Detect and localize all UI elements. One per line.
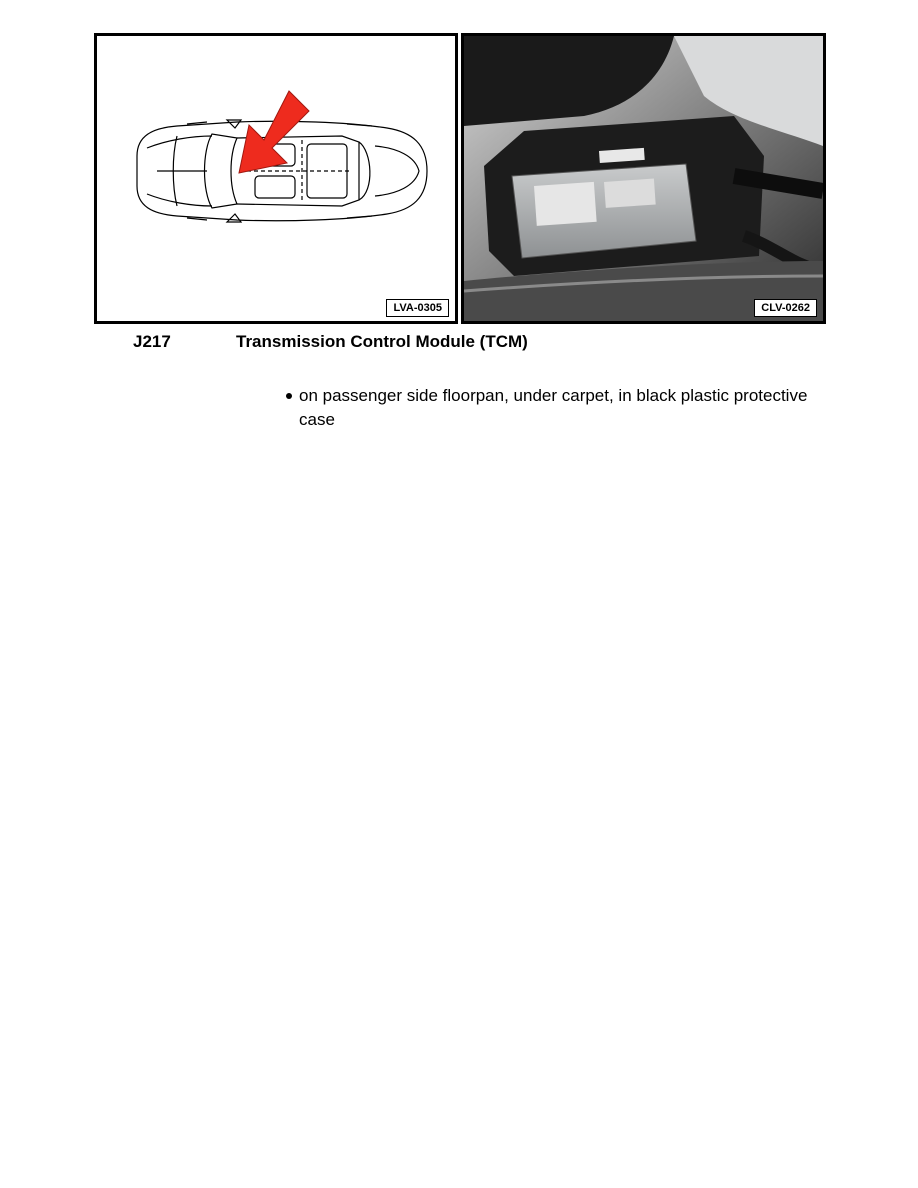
- figure-label-left: LVA-0305: [386, 299, 449, 317]
- module-photo: [461, 33, 826, 324]
- note-text: on passenger side floorpan, under carpet, in black plastic protective case: [299, 386, 808, 429]
- list-item: [283, 384, 843, 432]
- location-notes: [283, 384, 843, 432]
- bullet-icon: [286, 393, 292, 399]
- figure-label-right: CLV-0262: [754, 299, 817, 317]
- component-code: J217: [133, 332, 171, 351]
- tcm-photo-icon: [464, 36, 823, 321]
- car-top-view-icon: [97, 36, 455, 321]
- red-arrow-icon: [239, 91, 309, 173]
- location-diagram: [94, 33, 458, 324]
- figure-row: [94, 33, 826, 324]
- component-title: Transmission Control Module (TCM): [236, 332, 528, 351]
